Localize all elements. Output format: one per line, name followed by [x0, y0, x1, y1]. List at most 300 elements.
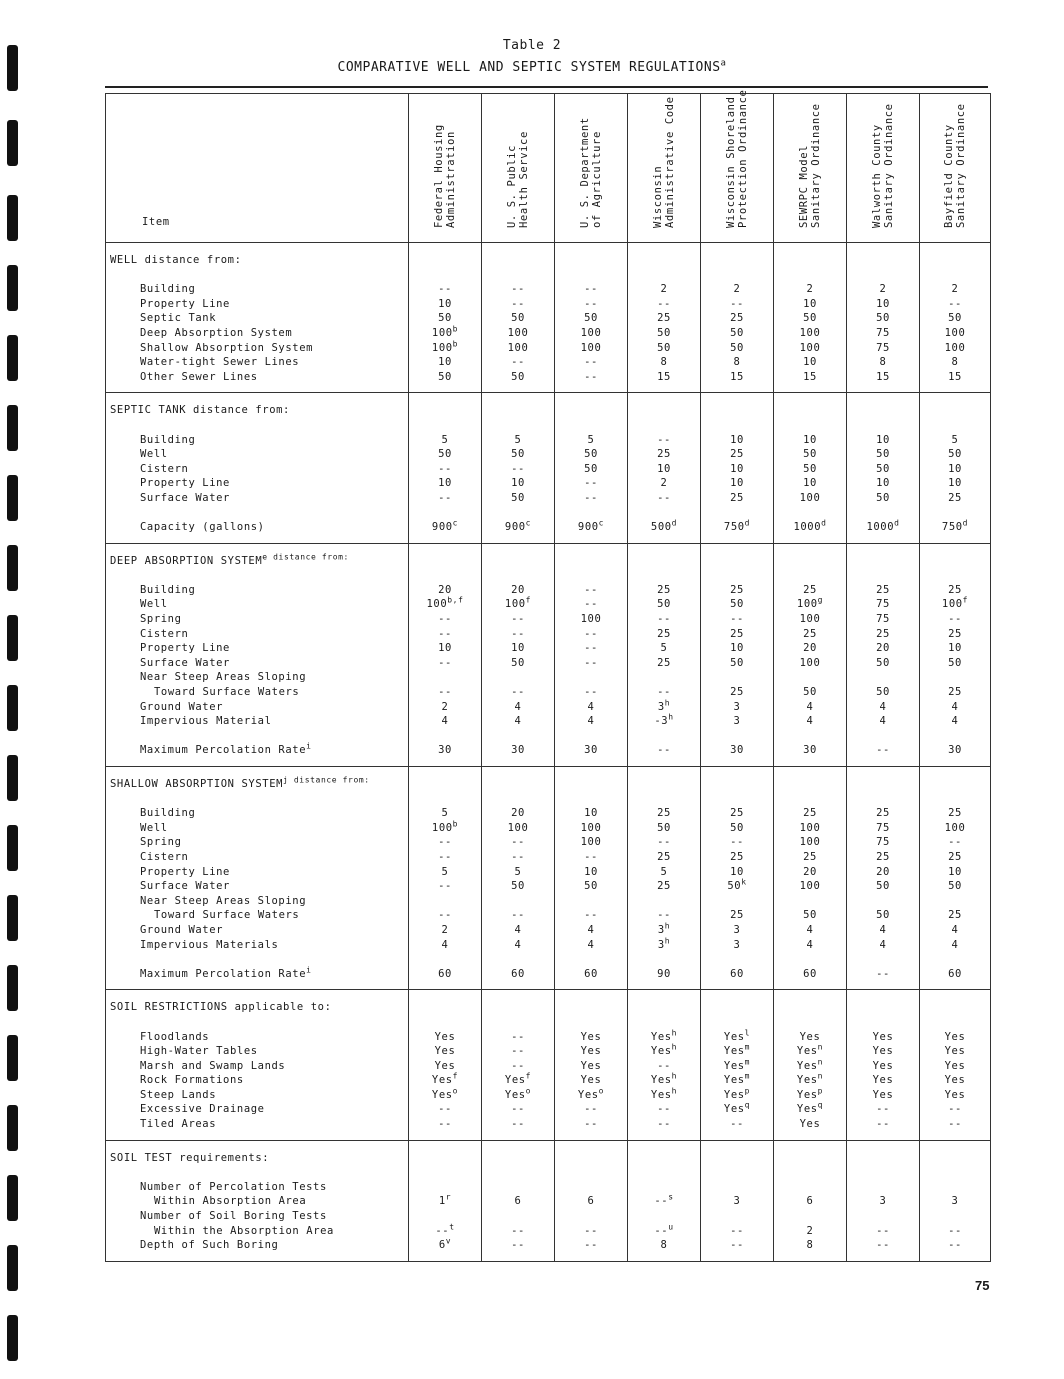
table-cell	[409, 1209, 481, 1224]
table-cell: Yes	[872, 1074, 894, 1087]
table-cell: 60	[584, 967, 598, 980]
table-cell: 10	[657, 462, 671, 475]
table-cell: 30	[584, 744, 598, 757]
table-cell: 100	[799, 491, 821, 504]
table-cell: --	[876, 1239, 890, 1252]
table-cell: 50	[730, 326, 744, 339]
table-cell: 900$^c$	[577, 518, 605, 534]
table-cell: 5	[514, 433, 522, 446]
table-cell: --	[948, 1224, 962, 1237]
table-cell: 100	[799, 613, 821, 626]
table-cell: 25	[657, 448, 671, 461]
row-label: Impervious Materials	[140, 938, 279, 951]
table-cell: 8	[733, 356, 741, 369]
table-cell: 90	[657, 967, 671, 980]
table-cell: Yes	[580, 1045, 602, 1058]
table-cell: --	[730, 1224, 744, 1237]
table-cell: 3$^h$	[657, 936, 671, 951]
table-cell: --	[657, 686, 671, 699]
table-cell: 1000$^d$	[793, 518, 827, 534]
row-label: Within the Absorption Area	[154, 1224, 334, 1237]
row-label: Other Sewer Lines	[140, 370, 258, 383]
table-cell	[774, 952, 846, 967]
binder-hole	[7, 895, 18, 941]
table-cell: 6	[514, 1195, 522, 1208]
table-cell: 25	[948, 491, 962, 504]
row-label: Steep Lands	[140, 1088, 217, 1101]
table-cell: Yes$^f$	[504, 1071, 532, 1087]
table-cell: Yes$^o$	[431, 1086, 459, 1101]
table-cell: 3$^h$	[657, 698, 671, 713]
table-number: Table 2	[502, 38, 562, 53]
table-cell	[701, 670, 773, 685]
table-cell: --	[657, 613, 671, 626]
table-cell: 50	[948, 880, 962, 893]
table-cell: --	[511, 1059, 525, 1072]
table-cell: --	[584, 356, 598, 369]
table-cell: 25	[657, 583, 671, 596]
table-cell: --	[511, 836, 525, 849]
page-number: 75	[975, 1278, 990, 1293]
table-cell	[920, 1180, 990, 1195]
table-cell: 10	[438, 477, 452, 490]
table-cell	[847, 1180, 919, 1195]
table-cell: --	[438, 283, 452, 296]
table-cell: 5	[441, 433, 449, 446]
table-cell: 1$^r$	[438, 1192, 452, 1208]
table-cell	[482, 894, 554, 909]
table-cell: 2	[733, 283, 741, 296]
table-cell: 15	[876, 370, 890, 383]
row-label: Property Line	[140, 642, 230, 655]
table-cell: --	[730, 1239, 744, 1252]
table-cell	[409, 418, 481, 433]
table-cell: 4	[879, 700, 887, 713]
table-cell: --	[511, 1030, 525, 1043]
table-cell: 50	[511, 656, 525, 669]
table-cell	[920, 268, 990, 283]
table-cell: 10	[948, 642, 962, 655]
table-cell: 2	[951, 283, 959, 296]
table-cell: 50	[730, 341, 744, 354]
column-header: SEWRPC Model Sanitary Ordinance	[798, 103, 822, 228]
table-cell: 50	[438, 312, 452, 325]
table-cell: 100	[799, 880, 821, 893]
table-cell: 100	[580, 326, 602, 339]
table-cell: --	[730, 297, 744, 310]
table-cell: 25	[730, 312, 744, 325]
table-cell: 4	[806, 938, 814, 951]
row-label: Impervious Material	[140, 715, 272, 728]
row-label: Tiled Areas	[140, 1118, 217, 1131]
table-cell: --$^t$	[435, 1222, 455, 1237]
table-cell: --$^u$	[654, 1222, 674, 1237]
table-cell: 50	[657, 598, 671, 611]
row-label: Surface Water	[140, 656, 230, 669]
table-cell: 2	[806, 1224, 814, 1237]
table-cell: 25	[948, 686, 962, 699]
table-cell: 20	[511, 583, 525, 596]
table-cell: Yes	[944, 1088, 966, 1101]
table-section	[106, 1140, 991, 1261]
table-cell: --	[657, 491, 671, 504]
table-cell: --	[584, 656, 598, 669]
table-cell	[701, 894, 773, 909]
table-cell: --	[584, 283, 598, 296]
binder-hole	[7, 195, 18, 241]
row-label: Floodlands	[140, 1030, 210, 1043]
row-label: Near Steep Areas Sloping	[140, 671, 307, 684]
top-rule	[105, 86, 988, 88]
table-cell: --	[438, 686, 452, 699]
table-cell: 50	[438, 448, 452, 461]
table-cell: --	[511, 686, 525, 699]
table-cell: --	[657, 1059, 671, 1072]
table-cell: 3	[733, 938, 741, 951]
binder-hole	[7, 1035, 18, 1081]
table-cell: 10	[803, 477, 817, 490]
table-cell	[701, 268, 773, 283]
table-cell: 100	[799, 821, 821, 834]
row-label: Toward Surface Waters	[154, 686, 300, 699]
table-cell: 100	[944, 821, 966, 834]
table-cell: 50	[876, 909, 890, 922]
table-cell: 50	[584, 880, 598, 893]
table-cell	[555, 506, 627, 521]
table-cell	[555, 1209, 627, 1224]
table-cell: 50	[511, 880, 525, 893]
table-cell: --	[511, 613, 525, 626]
table-cell	[774, 792, 846, 807]
table-cell: --	[584, 1118, 598, 1131]
table-cell	[482, 952, 554, 967]
table-cell: 3	[733, 700, 741, 713]
table-cell: 100	[580, 613, 602, 626]
table-cell: 100	[944, 341, 966, 354]
table-cell: 10	[730, 433, 744, 446]
table-cell: --	[584, 477, 598, 490]
table-cell: 10	[948, 462, 962, 475]
table-cell	[482, 670, 554, 685]
table-cell: 750$^d$	[941, 518, 969, 534]
table-cell: 2	[660, 283, 668, 296]
table-cell: --	[511, 297, 525, 310]
table-cell: 100$^b$	[431, 819, 459, 834]
table-cell: --	[438, 850, 452, 863]
table-cell: 4	[587, 923, 595, 936]
row-label: Cistern	[140, 627, 189, 640]
table-cell: --	[438, 836, 452, 849]
row-label	[106, 729, 408, 744]
table-cell: 50	[511, 448, 525, 461]
table-cell	[555, 670, 627, 685]
table-cell: 8	[951, 356, 959, 369]
table-cell	[628, 1209, 700, 1224]
table-cell	[628, 568, 700, 583]
table-cell: 50	[803, 462, 817, 475]
table-cell: 4	[806, 715, 814, 728]
row-label: Maximum Percolation Rate$^i$	[140, 741, 312, 757]
table-cell: 4	[441, 938, 449, 951]
table-cell	[847, 268, 919, 283]
row-label: Marsh and Swamp Lands	[140, 1059, 286, 1072]
table-cell: Yes	[944, 1045, 966, 1058]
table-cell	[555, 418, 627, 433]
table-cell: 4	[806, 923, 814, 936]
table-cell: 5	[951, 433, 959, 446]
table-cell	[482, 418, 554, 433]
table-cell: 100$^b$	[431, 339, 459, 354]
table-cell	[847, 1015, 919, 1030]
table-cell: Yes	[799, 1030, 821, 1043]
table-cell	[774, 1015, 846, 1030]
row-label: Rock Formations	[140, 1074, 244, 1087]
table-cell: 50$^k$	[727, 877, 747, 893]
table-cell: 10	[511, 642, 525, 655]
row-label: Building	[140, 283, 196, 296]
table-cell: --	[730, 836, 744, 849]
row-label	[106, 506, 408, 521]
table-cell: 50	[438, 370, 452, 383]
table-cell: 4	[441, 715, 449, 728]
table-cell: Yes$^n$	[796, 1042, 824, 1058]
column-header: Wisconsin Shoreland Protection Ordinance	[725, 89, 749, 228]
table-cell: Yes$^p$	[723, 1086, 751, 1101]
table-cell: --	[876, 1224, 890, 1237]
table-cell	[920, 568, 990, 583]
table-cell	[920, 952, 990, 967]
row-label: Ground Water	[140, 923, 224, 936]
table-title	[0, 60, 1064, 75]
table-cell: 25	[657, 312, 671, 325]
table-cell	[628, 1180, 700, 1195]
table-cell: 60	[803, 967, 817, 980]
table-cell	[482, 729, 554, 744]
section-title: SOIL TEST requirements:	[110, 1151, 270, 1164]
table-cell: 25	[948, 909, 962, 922]
table-cell: --	[438, 462, 452, 475]
table-cell: Yes	[434, 1030, 456, 1043]
table-cell: 25	[948, 807, 962, 820]
table-cell: --	[948, 1239, 962, 1252]
table-cell	[920, 418, 990, 433]
table-cell: --	[584, 1239, 598, 1252]
table-cell: 4	[879, 938, 887, 951]
table-cell: --	[438, 627, 452, 640]
row-label: Surface Water	[140, 880, 230, 893]
row-label: Depth of Such Boring	[140, 1239, 279, 1252]
row-label	[106, 268, 408, 283]
row-label: Maximum Percolation Rate$^i$	[140, 965, 312, 980]
table-cell	[847, 1209, 919, 1224]
table-cell	[847, 418, 919, 433]
table-cell	[555, 1015, 627, 1030]
table-cell: --$^s$	[654, 1192, 674, 1208]
table-cell: 100$^g$	[796, 595, 824, 611]
table-cell: --	[584, 370, 598, 383]
table-cell: 5	[441, 865, 449, 878]
table-cell	[701, 792, 773, 807]
table-cell: --	[438, 1103, 452, 1116]
table-cell	[482, 506, 554, 521]
table-cell: 75	[876, 613, 890, 626]
table-cell: Yes$^o$	[577, 1086, 605, 1101]
row-label: Building	[140, 807, 196, 820]
binder-hole	[7, 685, 18, 731]
row-label: Number of Soil Boring Tests	[140, 1210, 327, 1223]
table-cell	[409, 568, 481, 583]
table-cell	[701, 1180, 773, 1195]
table-cell: 25	[730, 448, 744, 461]
table-cell: 30	[730, 744, 744, 757]
table-cell: 25	[948, 583, 962, 596]
table-cell	[628, 894, 700, 909]
row-label: Property Line	[140, 865, 230, 878]
row-label: Spring	[140, 613, 182, 626]
table-cell	[920, 506, 990, 521]
table-cell: 1000$^d$	[866, 518, 900, 534]
row-label: Septic Tank	[140, 312, 217, 325]
table-cell: --	[657, 297, 671, 310]
row-label: Near Steep Areas Sloping	[140, 894, 307, 907]
row-label: Well	[140, 448, 168, 461]
table-cell: Yes$^p$	[796, 1086, 824, 1101]
table-cell	[847, 568, 919, 583]
table-cell: 8	[806, 1239, 814, 1252]
table-cell	[920, 1165, 990, 1180]
table-cell: Yes	[434, 1059, 456, 1072]
table-cell	[482, 568, 554, 583]
table-cell: --	[511, 1118, 525, 1131]
row-label	[106, 1015, 408, 1030]
row-label: Cistern	[140, 462, 189, 475]
section-title: SEPTIC TANK distance from:	[110, 404, 290, 417]
row-label: Cistern	[140, 850, 189, 863]
table-cell: 10	[876, 477, 890, 490]
table-cell: 4	[587, 700, 595, 713]
table-cell: 100	[507, 341, 529, 354]
binder-hole	[7, 405, 18, 451]
binder-hole	[7, 1315, 18, 1361]
table-cell: 20	[876, 642, 890, 655]
table-cell: 60	[730, 967, 744, 980]
table-cell: 25	[803, 627, 817, 640]
section-title: SHALLOW ABSORPTION $SYSTEM^{j distance from:}$	[110, 775, 370, 790]
table-cell: --	[511, 1045, 525, 1058]
table-cell: --	[584, 1103, 598, 1116]
table-cell	[555, 1165, 627, 1180]
table-cell: 50	[803, 448, 817, 461]
table-cell: Yes	[799, 1118, 821, 1131]
table-cell	[920, 729, 990, 744]
table-cell	[920, 894, 990, 909]
table-cell: 4	[514, 923, 522, 936]
table-cell: 3$^h$	[657, 921, 671, 936]
table-section	[106, 243, 991, 393]
table-cell	[701, 418, 773, 433]
table-cell	[628, 670, 700, 685]
table-cell: 100$^f$	[941, 595, 969, 611]
table-cell: --	[511, 1239, 525, 1252]
table-cell: Yes	[580, 1059, 602, 1072]
table-cell: 25	[730, 850, 744, 863]
row-label: Capacity (gallons)	[140, 521, 265, 534]
table-cell	[409, 506, 481, 521]
table-cell: 75	[876, 836, 890, 849]
table-cell: 50	[657, 341, 671, 354]
table-cell	[628, 792, 700, 807]
table-cell: 15	[657, 370, 671, 383]
row-label	[106, 792, 408, 807]
table-cell: 100	[799, 656, 821, 669]
table-cell	[628, 1015, 700, 1030]
table-cell	[920, 670, 990, 685]
table-cell	[555, 952, 627, 967]
table-cell	[409, 268, 481, 283]
table-cell: 25	[876, 807, 890, 820]
table-cell	[628, 506, 700, 521]
column-header: U. S. Public Health Service	[506, 131, 530, 228]
row-label: Spring	[140, 836, 182, 849]
table-cell: 20	[438, 583, 452, 596]
table-cell: 50	[730, 821, 744, 834]
table-cell: 3	[951, 1195, 959, 1208]
table-title-note: a	[720, 58, 727, 69]
table-cell: 3	[733, 715, 741, 728]
table-cell: 50	[803, 312, 817, 325]
binder-hole	[7, 965, 18, 1011]
table-cell: --	[876, 744, 890, 757]
table-cell: --	[657, 1118, 671, 1131]
table-cell: --	[511, 283, 525, 296]
table-cell: 50	[730, 656, 744, 669]
table-cell: 100	[580, 341, 602, 354]
table-cell	[482, 1165, 554, 1180]
table-cell: 10	[438, 642, 452, 655]
table-cell: 4	[587, 938, 595, 951]
table-cell	[920, 1015, 990, 1030]
table-cell: 4	[514, 938, 522, 951]
table-cell: 15	[948, 370, 962, 383]
binder-holes	[7, 0, 25, 1379]
table-cell: 10	[730, 477, 744, 490]
table-cell: --	[657, 1103, 671, 1116]
table-cell: 25	[876, 583, 890, 596]
table-cell: 3	[879, 1195, 887, 1208]
table-cell: Yes$^m$	[723, 1071, 751, 1087]
table-cell: Yes$^l$	[723, 1028, 751, 1043]
table-cell: 25	[730, 807, 744, 820]
table-cell: --	[657, 909, 671, 922]
table-cell: --	[876, 1103, 890, 1116]
table-cell: 10	[948, 477, 962, 490]
row-label: Well	[140, 821, 168, 834]
table-cell: 25	[948, 627, 962, 640]
row-label	[106, 568, 408, 583]
table-title-text: COMPARATIVE WELL AND SEPTIC SYSTEM REGULATIONS	[337, 60, 721, 75]
table-section	[106, 393, 991, 543]
row-label: Water-tight Sewer Lines	[140, 356, 300, 369]
table-cell: 2	[660, 477, 668, 490]
table-cell: Yes	[944, 1074, 966, 1087]
table-cell: 8	[879, 356, 887, 369]
table-cell: 30	[948, 744, 962, 757]
table-cell	[847, 506, 919, 521]
row-label: High-Water Tables	[140, 1045, 258, 1058]
table-cell: 4	[951, 715, 959, 728]
table-cell: --	[511, 627, 525, 640]
table-cell: Yes$^q$	[796, 1100, 824, 1116]
